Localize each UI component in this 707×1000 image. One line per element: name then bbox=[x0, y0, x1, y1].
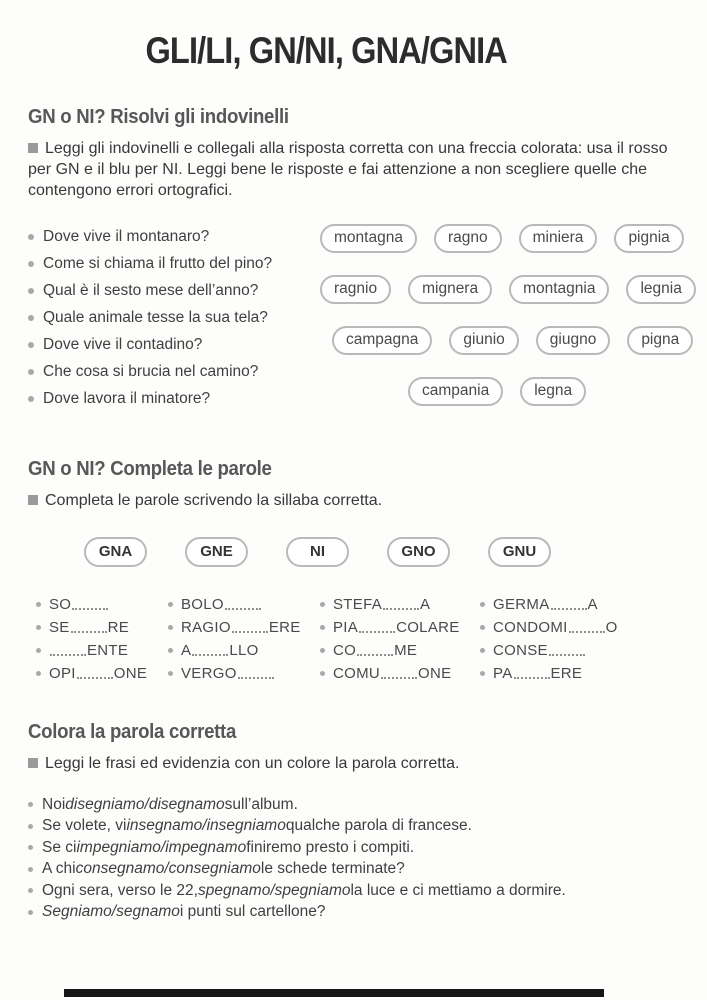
blank-dots[interactable] bbox=[381, 668, 417, 679]
answer-row bbox=[320, 275, 696, 304]
blank-dots[interactable] bbox=[551, 599, 587, 610]
bullet-icon bbox=[28, 867, 33, 872]
answer-bubble[interactable]: ragno bbox=[434, 224, 502, 253]
word-pair[interactable]: spegnamo/spegniamo bbox=[197, 881, 351, 899]
word-pair[interactable]: consegnamo/consegniamo bbox=[75, 860, 261, 878]
word-item[interactable]: SO bbox=[36, 593, 168, 616]
word-item[interactable]: COMU ONE bbox=[320, 662, 480, 685]
bullet-icon bbox=[480, 602, 485, 607]
sentence-item: Ogni sera, verso le 22, spegnamo/spegniamo la luce e ci mettiamo a dormire. bbox=[28, 880, 679, 902]
section1-heading: GN o NI? Risolvi gli indovinelli bbox=[28, 106, 289, 128]
bullet-icon bbox=[28, 845, 33, 850]
word-column bbox=[320, 593, 480, 685]
word-pair[interactable]: insegnamo/insegniamo bbox=[126, 817, 286, 835]
answer-bubble[interactable]: montagna bbox=[320, 224, 417, 253]
blank-dots[interactable] bbox=[71, 622, 107, 633]
blank-dots[interactable] bbox=[238, 668, 274, 679]
word-column bbox=[480, 593, 660, 685]
riddle-question: Che cosa si brucia nel camino? bbox=[28, 358, 320, 385]
bullet-icon bbox=[320, 671, 325, 676]
answer-row bbox=[408, 377, 696, 406]
blank-dots[interactable] bbox=[514, 668, 550, 679]
bullet-icon bbox=[28, 396, 34, 402]
word-column bbox=[36, 593, 168, 685]
word-item[interactable]: CO ME bbox=[320, 639, 480, 662]
word-item[interactable]: OPI ONE bbox=[36, 662, 168, 685]
bullet-icon bbox=[36, 648, 41, 653]
blank-dots[interactable] bbox=[72, 599, 108, 610]
bullet-icon bbox=[320, 625, 325, 630]
riddle-questions bbox=[28, 223, 320, 428]
bullet-icon bbox=[168, 671, 173, 676]
blank-dots[interactable] bbox=[549, 645, 585, 656]
sentence-item: Se ci impegniamo/impegnamo finiremo presto i compiti. bbox=[28, 837, 679, 859]
word-item[interactable]: CONSE bbox=[480, 639, 660, 662]
section1-instruction bbox=[28, 138, 679, 201]
syllable-pills bbox=[84, 537, 679, 567]
syllable-pill-ni[interactable]: NI bbox=[286, 537, 349, 567]
word-pair[interactable]: disegniamo/disegnamo bbox=[65, 795, 225, 813]
word-item[interactable]: RAGIO ERE bbox=[168, 616, 320, 639]
section2-heading: GN o NI? Completa le parole bbox=[28, 458, 272, 480]
word-item[interactable]: PIA COLARE bbox=[320, 616, 480, 639]
section2-instruction bbox=[28, 490, 679, 511]
answer-bubble[interactable]: legnia bbox=[626, 275, 695, 304]
blank-dots[interactable] bbox=[359, 622, 395, 633]
answer-row bbox=[320, 224, 696, 253]
bullet-icon bbox=[36, 625, 41, 630]
section3-instruction-text: Leggi le frasi ed evidenzia con un colore la parola corretta. bbox=[45, 755, 460, 772]
answer-bubble[interactable]: ragnio bbox=[320, 275, 391, 304]
blank-dots[interactable] bbox=[50, 645, 86, 656]
page-title: GLI/LI, GN/NI, GNA/GNIA bbox=[145, 30, 507, 71]
bullet-icon bbox=[168, 625, 173, 630]
sentence-item: A chi consegnamo/consegniamo le schede terminate? bbox=[28, 859, 679, 881]
sentence-item: Se volete, vi insegnamo/insegniamo qualche parola di francese. bbox=[28, 816, 679, 838]
riddle-question: Dove vive il montanaro? bbox=[28, 223, 320, 250]
riddle-question: Quale animale tesse la sua tela? bbox=[28, 304, 320, 331]
answer-bubble[interactable]: legna bbox=[520, 377, 586, 406]
blank-dots[interactable] bbox=[357, 645, 393, 656]
syllable-pill-gne[interactable]: GNE bbox=[185, 537, 248, 567]
answer-bubble[interactable]: montagnia bbox=[509, 275, 609, 304]
word-item[interactable]: SE RE bbox=[36, 616, 168, 639]
word-item[interactable]: BOLO bbox=[168, 593, 320, 616]
riddle-question: Dove lavora il minatore? bbox=[28, 385, 320, 412]
bullet-icon bbox=[28, 888, 33, 893]
answer-bubble[interactable]: giugno bbox=[536, 326, 611, 355]
square-bullet-icon bbox=[28, 143, 38, 153]
bullet-icon bbox=[28, 261, 34, 267]
bullet-icon bbox=[36, 671, 41, 676]
answer-row bbox=[332, 326, 696, 355]
blank-dots[interactable] bbox=[225, 599, 261, 610]
answer-bubble[interactable]: pignia bbox=[614, 224, 683, 253]
blank-dots[interactable] bbox=[77, 668, 113, 679]
answer-bubble[interactable]: pigna bbox=[627, 326, 693, 355]
section2-instruction-text: Completa le parole scrivendo la sillaba corretta. bbox=[45, 492, 383, 509]
section3-instruction bbox=[28, 753, 679, 774]
riddle-question: Come si chiama il frutto del pino? bbox=[28, 250, 320, 277]
bullet-icon bbox=[28, 910, 33, 915]
sentence-list bbox=[28, 794, 679, 923]
square-bullet-icon bbox=[28, 495, 38, 505]
answer-bubble[interactable]: campania bbox=[408, 377, 503, 406]
bullet-icon bbox=[168, 648, 173, 653]
syllable-pill-gnu[interactable]: GNU bbox=[488, 537, 551, 567]
bullet-icon bbox=[480, 625, 485, 630]
answer-bubbles bbox=[320, 223, 696, 428]
word-item[interactable]: PA ERE bbox=[480, 662, 660, 685]
bullet-icon bbox=[28, 288, 34, 294]
section3-heading: Colora la parola corretta bbox=[28, 721, 237, 743]
answer-bubble[interactable]: campagna bbox=[332, 326, 432, 355]
bullet-icon bbox=[168, 602, 173, 607]
sentence-item: Noi disegniamo/disegnamo sull’album. bbox=[28, 794, 679, 816]
blank-dots[interactable] bbox=[192, 645, 228, 656]
bullet-icon bbox=[480, 671, 485, 676]
bullet-icon bbox=[28, 234, 34, 240]
riddle-block bbox=[28, 223, 682, 428]
blank-dots[interactable] bbox=[232, 622, 268, 633]
riddle-question: Qual è il sesto mese dell’anno? bbox=[28, 277, 320, 304]
syllable-pill-gno[interactable]: GNO bbox=[387, 537, 450, 567]
word-item[interactable]: A LLO bbox=[168, 639, 320, 662]
syllable-pill-gna[interactable]: GNA bbox=[84, 537, 147, 567]
answer-bubble[interactable]: miniera bbox=[519, 224, 598, 253]
blank-dots[interactable] bbox=[569, 622, 605, 633]
sentence-item: Segniamo/segnamo i punti sul cartellone? bbox=[28, 902, 679, 924]
word-pair[interactable]: Segniamo/segnamo bbox=[42, 903, 180, 921]
word-completion-grid bbox=[36, 593, 679, 685]
answer-bubble[interactable]: giunio bbox=[449, 326, 518, 355]
answer-bubble[interactable]: mignera bbox=[408, 275, 492, 304]
bullet-icon bbox=[320, 648, 325, 653]
word-item[interactable]: GERMA A bbox=[480, 593, 660, 616]
page-footer-bar bbox=[64, 989, 604, 997]
square-bullet-icon bbox=[28, 758, 38, 768]
word-item[interactable]: VERGO bbox=[168, 662, 320, 685]
bullet-icon bbox=[28, 802, 33, 807]
word-column bbox=[168, 593, 320, 685]
section1-instruction-text: Leggi gli indovinelli e collegali alla risposta corretta con una freccia colorata: usa il rosso per GN e il blu per NI. Leggi bene le risposte e fai attenzione a non scegliere quelle che contengono errori ortografici. bbox=[28, 140, 668, 199]
bullet-icon bbox=[36, 602, 41, 607]
word-item[interactable]: ENTE bbox=[36, 639, 168, 662]
bullet-icon bbox=[28, 342, 34, 348]
bullet-icon bbox=[480, 648, 485, 653]
bullet-icon bbox=[28, 824, 33, 829]
bullet-icon bbox=[320, 602, 325, 607]
riddle-question: Dove vive il contadino? bbox=[28, 331, 320, 358]
bullet-icon bbox=[28, 369, 34, 375]
word-item[interactable]: STEFA A bbox=[320, 593, 480, 616]
word-pair[interactable]: impegniamo/impegnamo bbox=[76, 838, 247, 856]
bullet-icon bbox=[28, 315, 34, 321]
blank-dots[interactable] bbox=[383, 599, 419, 610]
word-item[interactable]: CONDOMI O bbox=[480, 616, 660, 639]
